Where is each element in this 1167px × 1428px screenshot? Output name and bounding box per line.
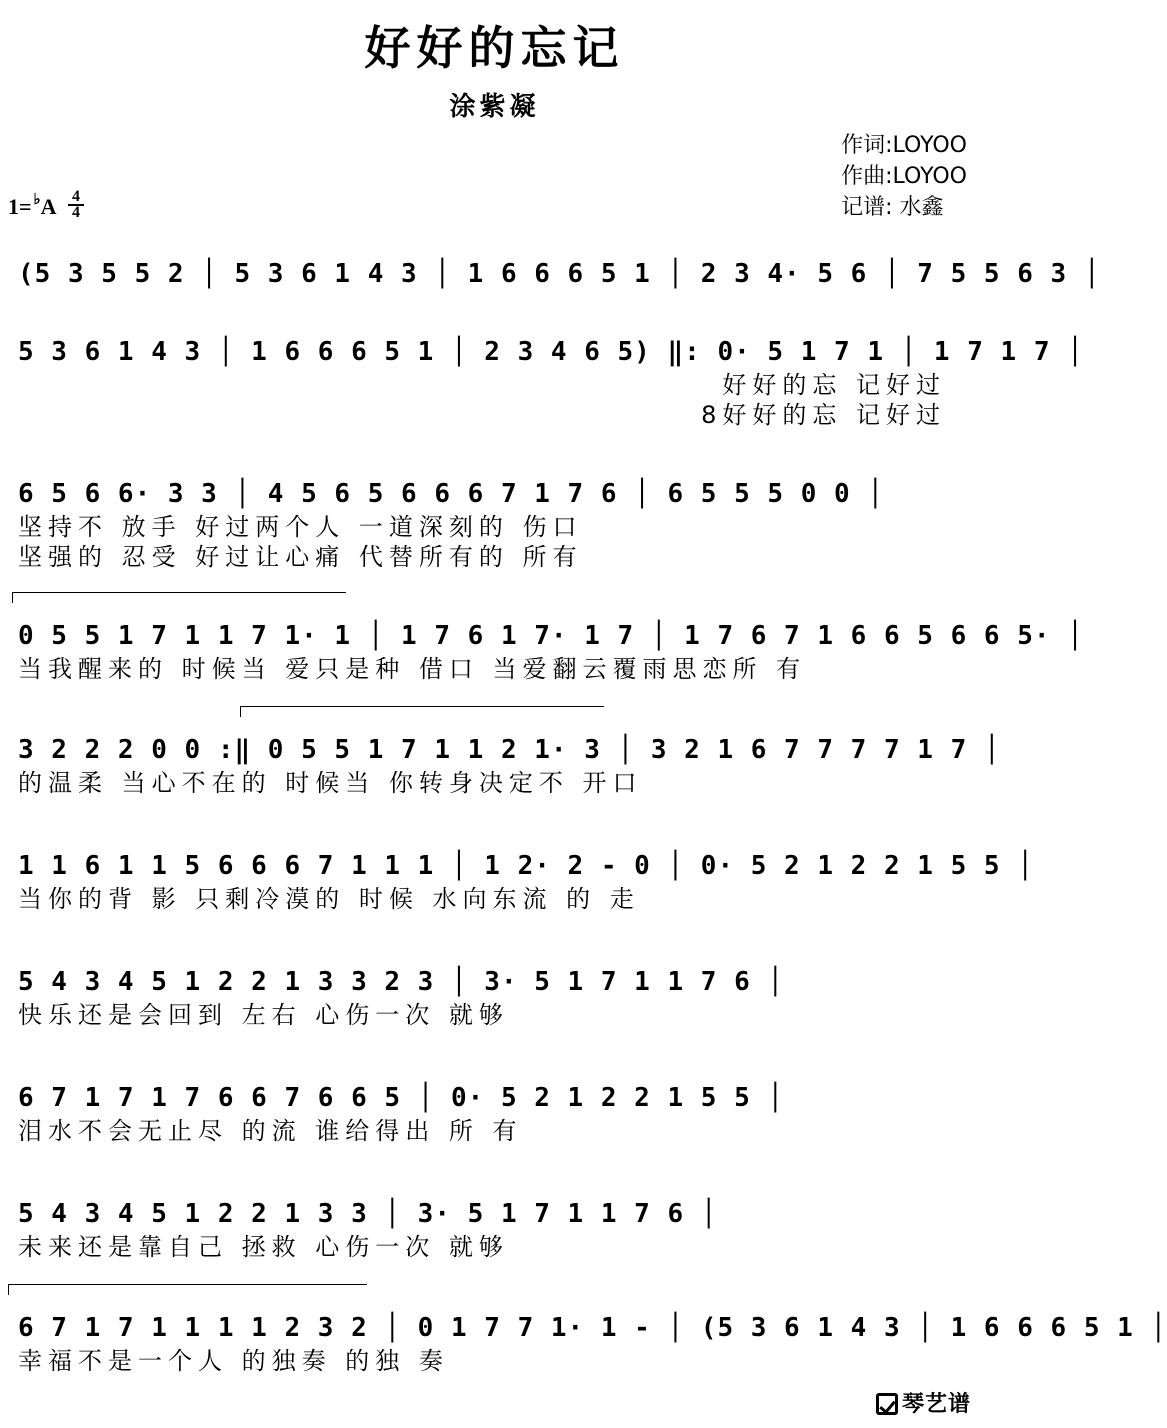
volta-bracket-2	[240, 706, 604, 717]
score-row-8	[18, 1080, 968, 1146]
notation-line: 1 1 6 1 1 5 6 6 6 7 1 1 1 │ 1 2· 2 - 0 │ 0· 5 2 1 2 2 1 5 5 │	[18, 851, 1034, 881]
notation-line: 5 4 3 4 5 1 2 2 1 3 3 │ 3· 5 1 7 1 1 7 6 │	[18, 1199, 718, 1229]
score-row-6	[18, 848, 1034, 914]
notation-line: 5 4 3 4 5 1 2 2 1 3 3 2 3 │ 3· 5 1 7 1 1 7 6 │	[18, 967, 785, 997]
score-row-4	[18, 618, 1084, 684]
credits	[841, 130, 967, 223]
lyric-line: 的温柔 当心不在的 时候当 你转身决定不 开口	[18, 769, 643, 797]
lyric-line: 当你的背 影 只剩冷漠的 时候 水向东流 的 走	[18, 885, 640, 913]
singer-name: 涂紫凝	[449, 92, 540, 122]
score-row-7	[18, 964, 968, 1030]
lyric-line: 好好的忘 记好过	[722, 371, 946, 399]
song-title: 好好的忘记	[364, 21, 625, 75]
time-bottom: 4	[72, 204, 80, 221]
lyricist-credit: 作词:LOYOO	[841, 133, 967, 158]
lyric-line: 泪水不会无止尽 的流 谁给得出 所 有	[18, 1117, 523, 1145]
volta-bracket-3	[8, 1284, 367, 1295]
watermark-logo	[876, 1387, 971, 1418]
notation-line: 6 7 1 7 1 7 6 6 7 6 6 5 │ 0· 5 2 1 2 2 1 5 5 │	[18, 1083, 785, 1113]
key-prefix: 1=	[8, 194, 32, 219]
notation-line: 6 7 1 7 1 1 1 1 2 3 2 │ 0 1 7 7 1· 1 - │ (5 3 6 1 4 3 │ 1 6 6 6 5 1 │	[18, 1313, 1167, 1343]
lyric-line: 未来还是靠自己 拯救 心伤一次 就够	[18, 1233, 509, 1261]
flat-icon: ♭	[33, 192, 41, 208]
lyric-line: 坚强的 忍受 好过让心痛 代替所有的 所有	[18, 543, 583, 571]
notation-line: 0 5 5 1 7 1 1 7 1· 1 │ 1 7 6 1 7· 1 7 │ 1 7 6 7 1 6 6 5 6 6 5· │	[18, 621, 1084, 651]
lyric-line: 快乐还是会回到 左右 心伤一次 就够	[18, 1001, 509, 1029]
lyric-line: 当我醒来的 时候当 爱只是种 借口 当爱翻云覆雨思恋所 有	[18, 655, 807, 683]
notation-line: (5 3 5 5 2 │ 5 3 6 1 4 3 │ 1 6 6 6 5 1 │ 2 3 4· 5 6 │ 7 5 5 6 3 │	[18, 259, 1101, 289]
lyric-line: 坚持不 放手 好过两个人 一道深刻的 伤口	[18, 513, 583, 541]
score-row-3	[18, 476, 968, 572]
volta-bracket-1	[12, 592, 346, 603]
score-row-2	[18, 334, 1084, 430]
lyric-line: 幸福不是一个人 的独奏 的独 奏	[18, 1347, 449, 1375]
notation-line: 3 2 2 2 0 0 :‖ 0 5 5 1 7 1 1 2 1· 3 │ 3 2 1 6 7 7 7 7 1 7 │	[18, 735, 1001, 765]
transcriber-credit: 记谱: 水鑫	[841, 195, 944, 220]
composer-credit: 作曲:LOYOO	[841, 164, 967, 189]
time-top: 4	[72, 188, 80, 205]
score-row-10	[18, 1310, 1167, 1376]
key-tonic: A	[40, 194, 57, 219]
notation-line: 6 5 6 6· 3 3 │ 4 5 6 5 6 6 6 7 1 7 6 │ 6 5 5 5 0 0 │	[18, 479, 884, 509]
watermark-text: 琴艺谱	[901, 1392, 971, 1417]
score-row-9	[18, 1196, 968, 1262]
key-signature	[8, 190, 57, 220]
lyric-line: 8好好的忘 记好过	[701, 401, 946, 429]
logo-icon	[876, 1393, 898, 1415]
score-row-5	[18, 732, 1001, 798]
score-row-1	[18, 256, 1101, 292]
notation-line: 5 3 6 1 4 3 │ 1 6 6 6 5 1 │ 2 3 4 6 5) ‖: 0· 5 1 7 1 │ 1 7 1 7 │	[18, 337, 1084, 367]
time-signature	[66, 190, 86, 220]
